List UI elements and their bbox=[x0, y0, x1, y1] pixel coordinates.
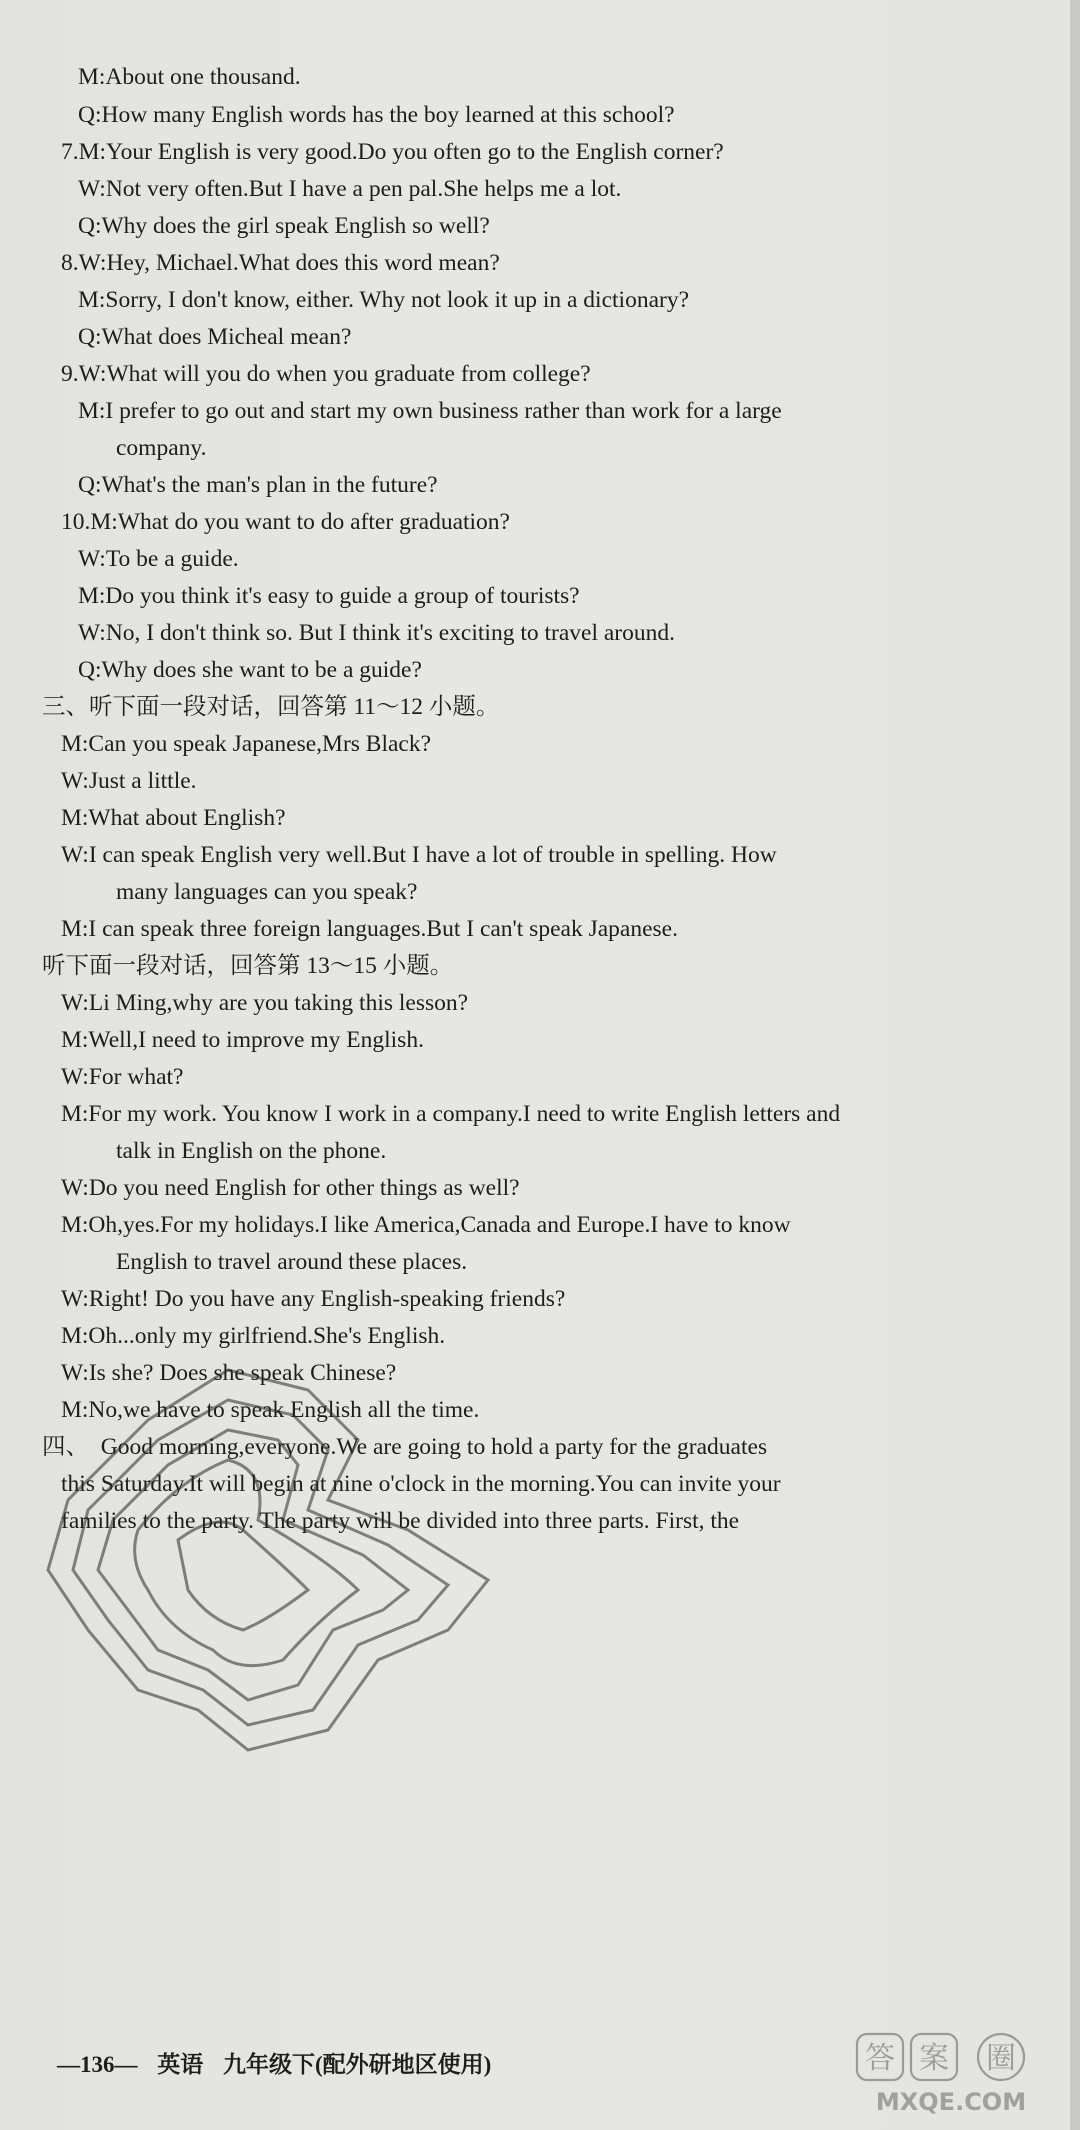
svg-text:案: 案 bbox=[919, 2041, 949, 2076]
transcript-line: W:Just a little. bbox=[61, 768, 197, 794]
page-footer bbox=[57, 2046, 505, 2079]
grade-label: 九年级下(配外研地区使用) bbox=[223, 2052, 492, 2077]
transcript-line: Q:What's the man's plan in the future? bbox=[78, 472, 438, 498]
transcript-line: M:No,we have to speak English all the time. bbox=[61, 1397, 480, 1423]
transcript-line: W:Li Ming,why are you taking this lesson? bbox=[61, 990, 469, 1016]
page-number: —136— bbox=[57, 2052, 138, 2077]
passage-line: this Saturday.It will begin at nine o'clock in the morning.You can invite your bbox=[61, 1471, 781, 1497]
transcript-line: M:I prefer to go out and start my own business rather than work for a large bbox=[78, 398, 782, 424]
transcript-line: 8.W:Hey, Michael.What does this word mean? bbox=[61, 250, 500, 276]
svg-text:MXQE.COM: MXQE.COM bbox=[875, 2088, 1027, 2116]
section-heading: 三、听下面一段对话，回答第 11～12 小题。 bbox=[42, 694, 500, 720]
transcript-line: M:About one thousand. bbox=[78, 64, 301, 90]
transcript-line: W:No, I don't think so. But I think it's exciting to travel around. bbox=[78, 620, 675, 646]
transcript-line: 7.M:Your English is very good.Do you often go to the English corner? bbox=[61, 139, 724, 165]
transcript-line: Q:How many English words has the boy learned at this school? bbox=[78, 102, 675, 128]
transcript-line: M:Do you think it's easy to guide a group of tourists? bbox=[78, 583, 580, 609]
transcript-line: Q:What does Micheal mean? bbox=[78, 324, 352, 350]
transcript-line: 10.M:What do you want to do after graduation? bbox=[61, 509, 510, 535]
transcript-line: W:To be a guide. bbox=[78, 546, 239, 572]
transcript-line: M:Well,I need to improve my English. bbox=[61, 1027, 424, 1053]
transcript-line: Q:Why does she want to be a guide? bbox=[78, 657, 422, 683]
passage-line: 四、 Good morning,everyone.We are going to hold a party for the graduates bbox=[42, 1434, 768, 1460]
transcript-line: M:I can speak three foreign languages.But I can't speak Japanese. bbox=[61, 916, 678, 942]
scribble-stamp-mark bbox=[28, 1330, 518, 1780]
transcript-line: W:Not very often.But I have a pen pal.She helps me a lot. bbox=[78, 176, 622, 202]
transcript-line: many languages can you speak? bbox=[116, 879, 418, 905]
transcript-line: W:For what? bbox=[61, 1064, 184, 1090]
transcript-line: M:Can you speak Japanese,Mrs Black? bbox=[61, 731, 432, 757]
svg-text:圈: 圈 bbox=[986, 2041, 1016, 2076]
transcript-line: 9.W:What will you do when you graduate from college? bbox=[61, 361, 591, 387]
transcript-line: W:Right! Do you have any English-speaking friends? bbox=[61, 1286, 566, 1312]
passage-line: families to the party. The party will be divided into three parts. First, the bbox=[61, 1508, 740, 1534]
section-heading: 听下面一段对话，回答第 13～15 小题。 bbox=[42, 953, 454, 979]
subject-label: 英语 bbox=[157, 2052, 204, 2077]
transcript-line: W:Do you need English for other things as well? bbox=[61, 1175, 520, 1201]
transcript-line: M:For my work. You know I work in a company.I need to write English letters and bbox=[61, 1101, 841, 1127]
transcript-line: M:What about English? bbox=[61, 805, 286, 831]
transcript-line: W:I can speak English very well.But I have a lot of trouble in spelling. How bbox=[61, 842, 777, 868]
site-watermark-logo bbox=[851, 2028, 1066, 2118]
transcript-line: W:Is she? Does she speak Chinese? bbox=[61, 1360, 397, 1386]
transcript-line: talk in English on the phone. bbox=[116, 1138, 387, 1164]
transcript-line: Q:Why does the girl speak English so well? bbox=[78, 213, 490, 239]
transcript-line: company. bbox=[116, 435, 207, 461]
transcript-line: M:Oh,yes.For my holidays.I like America,Canada and Europe.I have to know bbox=[61, 1212, 791, 1238]
svg-text:答: 答 bbox=[865, 2041, 895, 2076]
transcript-line: M:Sorry, I don't know, either. Why not look it up in a dictionary? bbox=[78, 287, 690, 313]
transcript-line: English to travel around these places. bbox=[116, 1249, 468, 1275]
transcript-line: M:Oh...only my girlfriend.She's English. bbox=[61, 1323, 446, 1349]
